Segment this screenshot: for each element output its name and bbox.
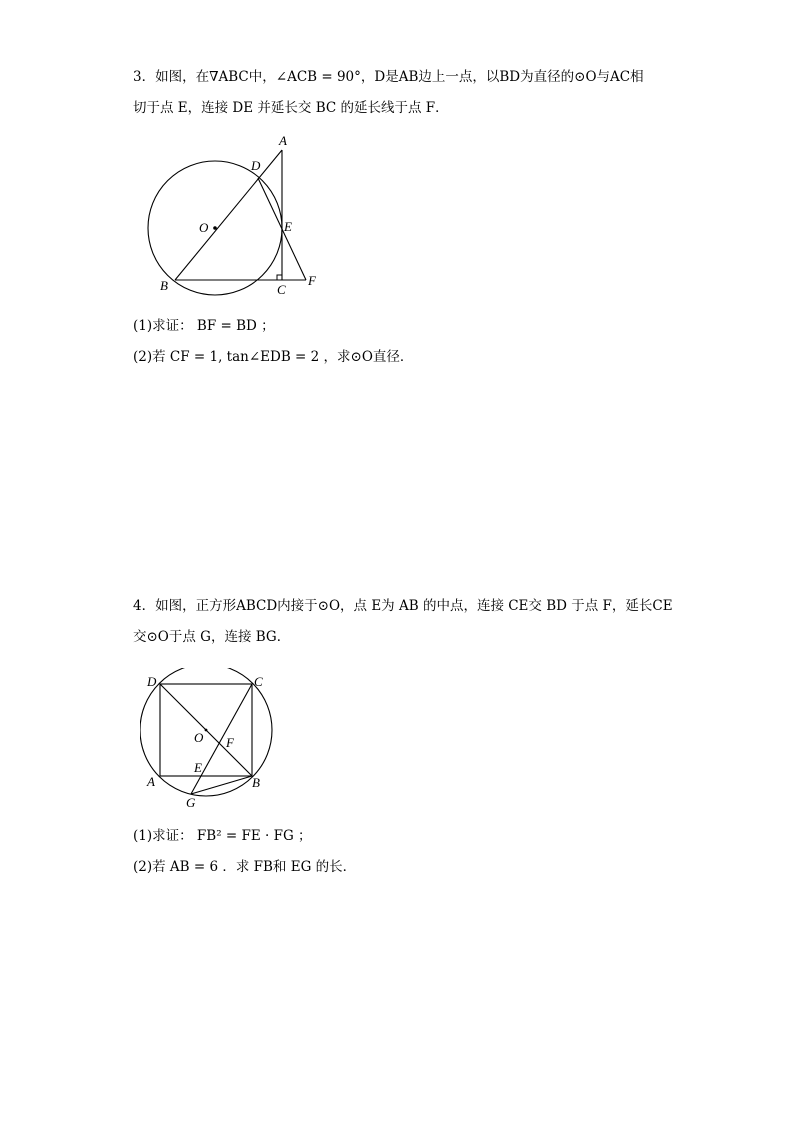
label-d: D	[251, 158, 261, 173]
problem3-line1: 3．如图，在∇ABC中，∠ACB = 90°，D是AB边上一点，以BD为直径的⊙O与AC相	[133, 69, 644, 85]
label-o: O	[194, 730, 204, 745]
label-d: D	[147, 674, 157, 689]
segment-ab	[175, 150, 282, 280]
problem3-line2: 切于点 E，连接 DE 并延长交 BC 的延长线于点 F．	[133, 100, 449, 116]
label-e: E	[194, 760, 202, 775]
center-point	[205, 729, 208, 732]
problem4-line2: 交⊙O于点 G，连接 BG．	[133, 629, 291, 645]
problem3-question2: (2)若 CF = 1, tan∠EDB = 2 ，求⊙O直径．	[133, 349, 414, 365]
problem4-line1: 4．如图，正方形ABCD内接于⊙O，点 E为 AB 的中点，连接 CE交 BD 于点 F，延长CE	[133, 598, 673, 614]
label-e: E	[284, 219, 292, 234]
problem4-question2: (2)若 AB = 6 ．求 FB和 EG 的长．	[133, 859, 357, 875]
label-c: C	[277, 282, 286, 297]
label-c: C	[254, 674, 263, 689]
label-f: F	[226, 735, 234, 750]
center-point	[213, 226, 217, 230]
right-angle-mark	[277, 275, 282, 280]
problem4-figure	[140, 668, 280, 810]
label-b: B	[160, 278, 168, 293]
label-o: O	[199, 220, 209, 235]
problem3-figure	[140, 128, 340, 303]
problem4-question1: (1)求证： FB² = FE · FG ；	[133, 828, 312, 844]
label-g: G	[186, 795, 196, 810]
label-f: F	[308, 273, 316, 288]
problem3-question1: (1)求证： BF = BD ；	[133, 318, 275, 334]
label-a: A	[279, 133, 287, 148]
label-a: A	[147, 774, 155, 789]
label-b: B	[252, 775, 260, 790]
